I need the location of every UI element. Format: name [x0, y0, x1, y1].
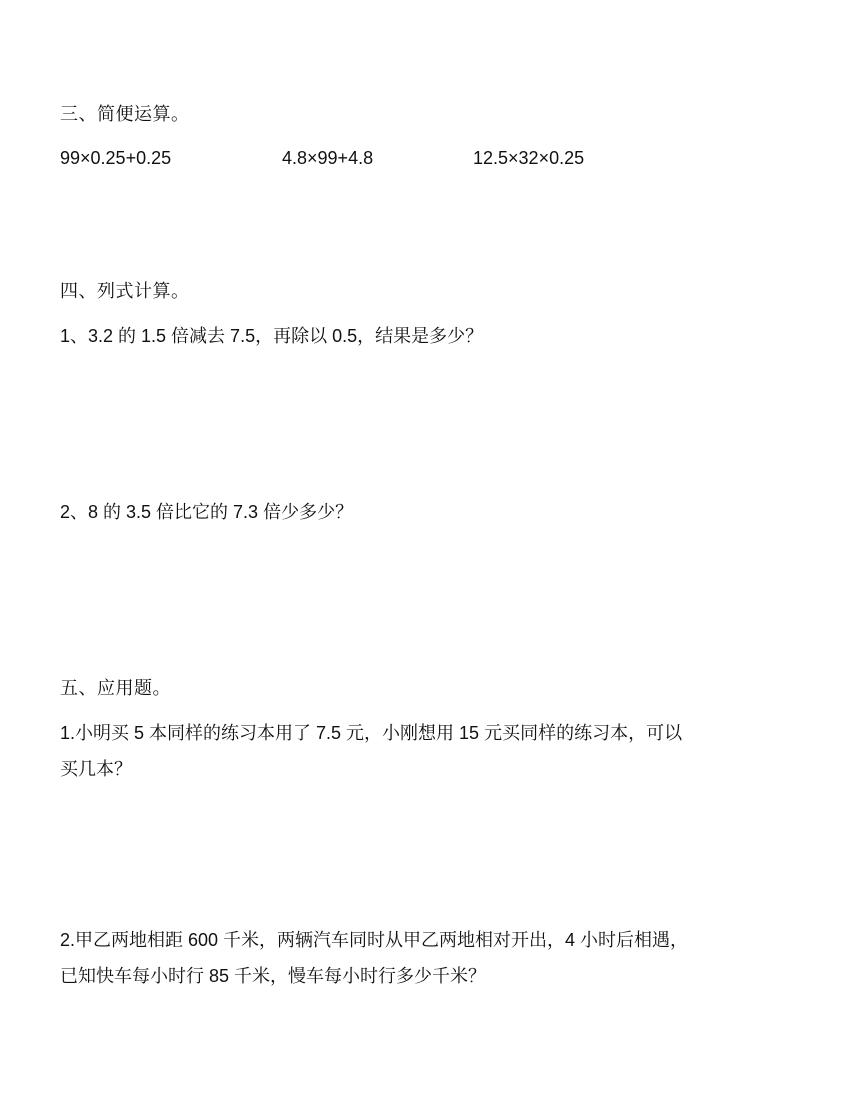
- section4-title: 四、列式计算。: [60, 281, 190, 301]
- section4-problem-1: 1、3.2 的 1.5 倍减去 7.5，再除以 0.5，结果是多少？: [60, 326, 484, 346]
- section5-problem-1-line-2: 买几本？: [60, 759, 132, 779]
- section5-problem-2-line-1: 2.甲乙两地相距 600 千米，两辆汽车同时从甲乙两地相对开出，4 小时后相遇，: [60, 930, 689, 950]
- expression-2: 4.8×99+4.8: [282, 148, 374, 168]
- section5-problem-2-line-2: 已知快车每小时行 85 千米，慢车每小时行多少千米？: [60, 966, 487, 986]
- section5-problem-1-line-1: 1.小明买 5 本同样的练习本用了 7.5 元，小刚想用 15 元买同样的练习本，可以: [60, 723, 683, 743]
- expression-3: 12.5×32×0.25: [473, 148, 585, 168]
- section4-problem-2: 2、8 的 3.5 倍比它的 7.3 倍少多少？: [60, 502, 354, 522]
- section3-title: 三、简便运算。: [60, 104, 190, 124]
- section5-title: 五、应用题。: [60, 678, 171, 698]
- expression-1: 99×0.25+0.25: [60, 148, 172, 168]
